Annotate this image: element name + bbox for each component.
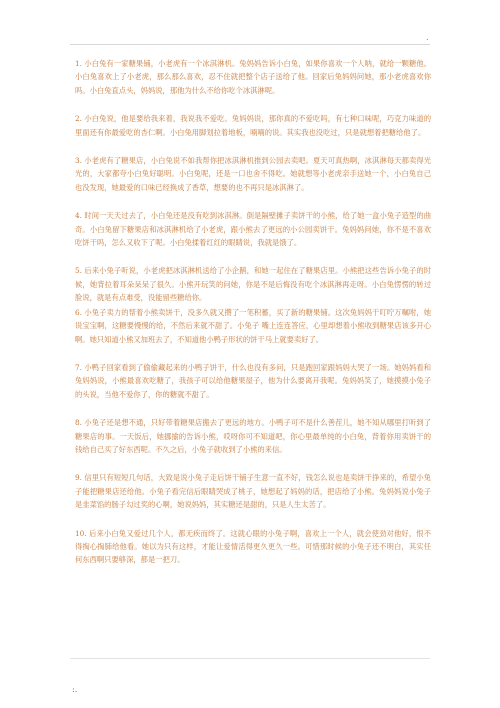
document-body bbox=[75, 57, 431, 582]
footer-divider bbox=[70, 658, 430, 659]
paragraph-9: 9. 信里只有短短几句话，大致是说小兔子走后饼干铺子生意一直不好，钱怎么说也是卖饼干挣来的，希望小兔子能把糖果店还给他。小兔子看完信后眼睛哭成了桃子，她想起了妈妈的话，把店给了小熊。兔妈妈说小兔子是韭菜馅的肠子勾过奖的心啊，她说妈妈，其实糖还是甜的，只是人生太苦了。 bbox=[75, 473, 431, 510]
paragraph-4: 4. 时间一天天过去了，小白兔还是没有吃到冰淇淋。倒是隔壁摊子卖饼干的小熊，给了她一盒小兔子造型的曲奇。小白兔留下糖果店和冰淇淋机给了小老虎，跟小熊去了更远的小公园卖饼干。兔妈妈问她，你不是不喜欢吃饼干吗，怎么又收下了呢。小白兔揉着红红的眼睛说，我就是饿了。 bbox=[75, 211, 431, 248]
header-corner-mark: . bbox=[426, 33, 429, 42]
paragraph-2: 2. 小白兔说，他是要给我来着，我说我不爱吃。兔妈妈说，那你真的不爱吃吗，有七种口味呢，巧克力味道的里面还有你最爱吃的杏仁啊。小白兔用脚划拉着地板，喃喃的说。其实我也没吃过，只是就想着把糖给他了。 bbox=[75, 114, 431, 137]
footer-mark: :. bbox=[72, 685, 78, 694]
header-divider bbox=[70, 44, 430, 45]
paragraph-10: 10. 后来小白兔又爱过几个人，都无疾而终了。这就心眼的小兔子啊，喜欢上一个人，就会使劲对他好，恨不得掏心掏肺给他看。她以为只有这样，才能让爱情活得更久更久一些。可惜那时候的小兔子还不明白，其实任何东西啊只要够深，都是一把刀。 bbox=[75, 528, 431, 565]
paragraph-1: 1. 小白兔有一家糖果铺，小老虎有一个冰淇淋机。兔妈妈告诉小白兔，如果你喜欢一个人呐，就给一颗糖他。小白兔喜欢上了小老虎，那么那么喜欢，忍不住就把整个店子送给了他。回家后兔妈妈问她，那小老虎喜欢你吗。小白兔直点头，妈妈说，那他为什么不给你吃个冰淇淋呢。 bbox=[75, 59, 431, 95]
paragraph-7: 7. 小鸭子回家看到了偷偷藏起来的小鸭子饼干，什么也没有多问，只是跑回家跟妈妈大哭了一场。她妈妈看和兔妈妈说，小熊最喜欢吃糖了，我孩子可以给他糖果屋子，他为什么要离开我呢。兔妈妈笑了，她摸摸小兔子的头说，当他不爱你了，你的糖就不甜了。 bbox=[75, 362, 431, 399]
paragraph-8: 8. 小兔子还是想不通，只好带着糖果店搬去了更远的地方。小鸭子可不是什么善茬儿，她不知从哪里打听到了糖果店的事。一天饭后，她挪揄的告诉小熊，哎呀你可不知道吧，你心里最单纯的小白兔，背着你用卖饼干的钱给自己买了好东西呢。不久之后，小兔子就收到了小熊的来信。 bbox=[75, 418, 431, 454]
paragraph-3: 3. 小老虎有了糖果店，小白兔说不如我帮你把冰淇淋机推到公园去卖吧。夏天可真热啊，冰淇淋每天都卖得光光的，大家都夸小白兔好聪明。小白兔呢，还是一口也舍不得吃。她就想等小老虎亲手送她一个，小白兔自己也没发现，她最爱的口味已经换成了香草，想要的也不再只是冰淇淋了。 bbox=[75, 156, 431, 192]
paragraph-6: 6. 小兔子卖力的帮着小熊卖饼干，没多久就又攒了一笔积蓄，买了新的糖果铺。这次兔妈妈干叮咛万嘱咐，她说宝宝啊，这糖要慢慢的给，不然后来就不甜了。小兔子 嘴上连连答应，心里却想着小熊收到糖果店该多开心啊。她只知道小熊又加班去了，不知道他小鸭子形状的饼干马上就要卖好了。 bbox=[75, 307, 431, 344]
paragraph-5: 5. 后来小兔子听说，小老虎把冰淇淋机送给了小企鹅，和她一起住在了糖果店里。小熊把这些告诉小兔子的时候，她背拉着耳朵呆呆了很久。小熊开玩笑的问她，你是不是后悔没有吃个冰淇淋再走呀。小白兔愣愣的转过脸说，就是有点难受，没能留些糖给你。 bbox=[75, 266, 431, 303]
